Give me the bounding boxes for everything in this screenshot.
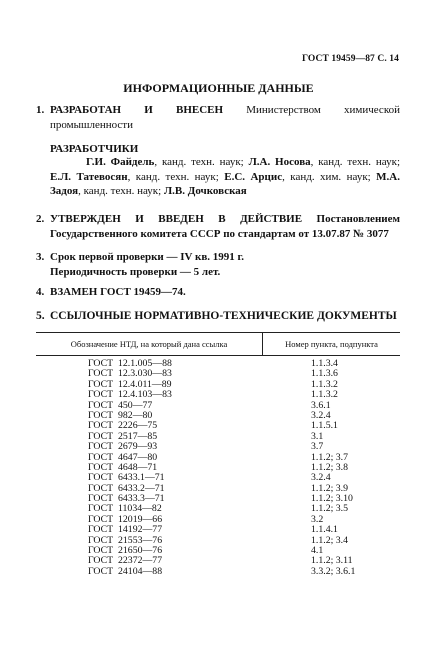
item-cell: 1.1.4.1 — [311, 524, 338, 536]
gost-prefix: ГОСТ — [88, 524, 114, 536]
item-cell: 3.2.4 — [311, 472, 331, 484]
section-1 — [36, 103, 400, 133]
section-text: ВЗАМЕН ГОСТ 19459—74. — [50, 286, 186, 298]
table-body — [36, 359, 400, 577]
item-cell: 3.6.1 — [311, 399, 331, 411]
gost-prefix: ГОСТ — [88, 503, 114, 515]
developers-heading: РАЗРАБОТЧИКИ — [50, 143, 139, 155]
item-cell: 3.3.2; 3.6.1 — [311, 565, 356, 577]
document-cell — [36, 567, 262, 577]
gost-prefix: ГОСТ — [88, 545, 114, 557]
item-cell: 4.1 — [311, 545, 324, 557]
standard-number: 4648—71 — [118, 461, 158, 473]
developers-list — [50, 155, 400, 199]
section-line: Периодичность проверки — 5 лет. — [50, 266, 221, 278]
table-row — [36, 390, 400, 400]
developer-name: Е.С. Арцис — [224, 170, 283, 183]
standard-number: 12.4.011—89 — [118, 378, 172, 390]
standard-number: 21650—76 — [118, 545, 163, 557]
standard-number: 11034—82 — [118, 503, 162, 515]
standard-number: 12.1.005—88 — [118, 358, 172, 369]
item-cell: 3.2.4 — [311, 409, 331, 421]
section-line: Срок первой проверки — IV кв. 1991 г. — [50, 251, 245, 263]
developer-name: Л.В. Дочковская — [163, 185, 247, 197]
standard-number: 4647—80 — [118, 451, 158, 463]
gost-prefix: ГОСТ — [88, 482, 114, 494]
item-cell: 1.1.2; 3.9 — [311, 482, 349, 494]
document-cell — [36, 390, 262, 400]
gost-prefix: ГОСТ — [88, 451, 114, 463]
gost-prefix: ГОСТ — [88, 409, 114, 421]
gost-prefix: ГОСТ — [88, 378, 114, 390]
developer-name: Г.И. Файдель — [86, 156, 155, 168]
developer-name: Л.А. Носова — [248, 156, 311, 168]
standard-number: 2679—93 — [118, 441, 158, 453]
developer-title: , канд. хим. наук; — [282, 170, 377, 183]
gost-prefix: ГОСТ — [88, 534, 114, 546]
document-cell — [36, 442, 262, 452]
standard-number: 6433.3—71 — [118, 493, 165, 505]
page-header: ГОСТ 19459—87 С. 14 — [301, 54, 399, 64]
column-header-item: Номер пункта, подпункта — [285, 339, 378, 349]
item-cell: 3.1 — [311, 430, 324, 442]
item-cell: 3.2 — [311, 513, 324, 525]
section-lead: УТВЕРЖДЕН И ВВЕДЕН В ДЕЙСТВИЕ — [50, 213, 303, 225]
standard-number: 12.3.030—83 — [118, 368, 172, 380]
item-cell: 1.1.5.1 — [311, 420, 338, 432]
standard-number: 12.4.103—83 — [118, 389, 172, 401]
section-number: 3. — [36, 251, 45, 263]
gost-prefix: ГОСТ — [88, 555, 114, 567]
item-cell: 1.1.3.4 — [311, 358, 338, 369]
gost-prefix: ГОСТ — [88, 358, 114, 369]
standard-number: 12019—66 — [118, 513, 163, 525]
section-5 — [36, 309, 400, 324]
table-header — [36, 332, 400, 356]
section-text: Постановлением Государственного комитета СССР по стандартам от 13.07.87 № 3077 — [50, 213, 400, 240]
gost-prefix: ГОСТ — [88, 513, 114, 525]
developer-name: М.А. Задоя — [50, 170, 400, 197]
developer-title: , канд. техн. наук; — [78, 185, 164, 197]
gost-prefix: ГОСТ — [88, 461, 114, 473]
section-3 — [36, 250, 400, 280]
item-cell: 1.1.2; 3.11 — [311, 555, 353, 567]
table-row — [36, 442, 400, 452]
references-table — [36, 332, 400, 577]
item-cell: 1.1.2; 3.5 — [311, 503, 349, 515]
section-2 — [36, 212, 400, 242]
standard-number: 14192—77 — [118, 524, 163, 536]
section-number: 1. — [36, 104, 45, 116]
developer-title: , канд. техн. наук; — [310, 156, 400, 168]
column-header-document: Обозначение НТД, на который дана ссылка — [36, 333, 263, 355]
standard-number: 6433.1—71 — [118, 472, 165, 484]
item-cell: 1.1.2; 3.10 — [311, 493, 353, 505]
gost-prefix: ГОСТ — [88, 565, 114, 577]
gost-prefix: ГОСТ — [88, 472, 114, 484]
standard-number: 2226—75 — [118, 420, 158, 432]
item-cell: 1.1.3.2 — [311, 378, 338, 390]
gost-prefix: ГОСТ — [88, 368, 114, 380]
item-cell: 1.1.3.6 — [311, 368, 338, 380]
gost-prefix: ГОСТ — [88, 389, 114, 401]
item-cell: 1.1.2; 3.7 — [311, 451, 349, 463]
gost-prefix: ГОСТ — [88, 441, 114, 453]
section-text: ССЫЛОЧНЫЕ НОРМАТИВНО-ТЕХНИЧЕСКИЕ ДОКУМЕНТЫ — [50, 310, 397, 322]
section-text: Министерством химической промышленности — [50, 104, 400, 131]
standard-number: 24104—88 — [118, 565, 163, 577]
standard-number: 6433.2—71 — [118, 482, 165, 494]
standard-number: 2517—85 — [118, 430, 158, 442]
gost-prefix: ГОСТ — [88, 420, 114, 432]
item-cell: 1.1.3.2 — [311, 389, 338, 401]
item-cell: 3.7 — [311, 441, 324, 453]
section-4 — [36, 285, 400, 300]
table-row — [36, 567, 400, 577]
gost-prefix: ГОСТ — [88, 399, 114, 411]
standard-number: 450—77 — [118, 399, 153, 411]
section-number: 2. — [36, 213, 45, 225]
gost-prefix: ГОСТ — [88, 493, 114, 505]
standard-number: 21553—76 — [118, 534, 163, 546]
item-cell: 1.1.2; 3.8 — [311, 461, 349, 473]
section-number: 5. — [36, 310, 45, 322]
item-cell: 1.1.2; 3.4 — [311, 534, 349, 546]
developer-title: , канд. техн. наук; — [154, 156, 249, 168]
section-lead: РАЗРАБОТАН И ВНЕСЕН — [50, 104, 224, 116]
section-number: 4. — [36, 286, 45, 298]
developer-name: Е.Л. Татевосян — [50, 170, 128, 183]
gost-prefix: ГОСТ — [88, 430, 114, 442]
standard-number: 982—80 — [118, 409, 153, 421]
page-title: ИНФОРМАЦИОННЫЕ ДАННЫЕ — [123, 81, 314, 95]
developer-title: , канд. техн. наук; — [127, 170, 225, 183]
standard-number: 22372—77 — [118, 555, 163, 567]
